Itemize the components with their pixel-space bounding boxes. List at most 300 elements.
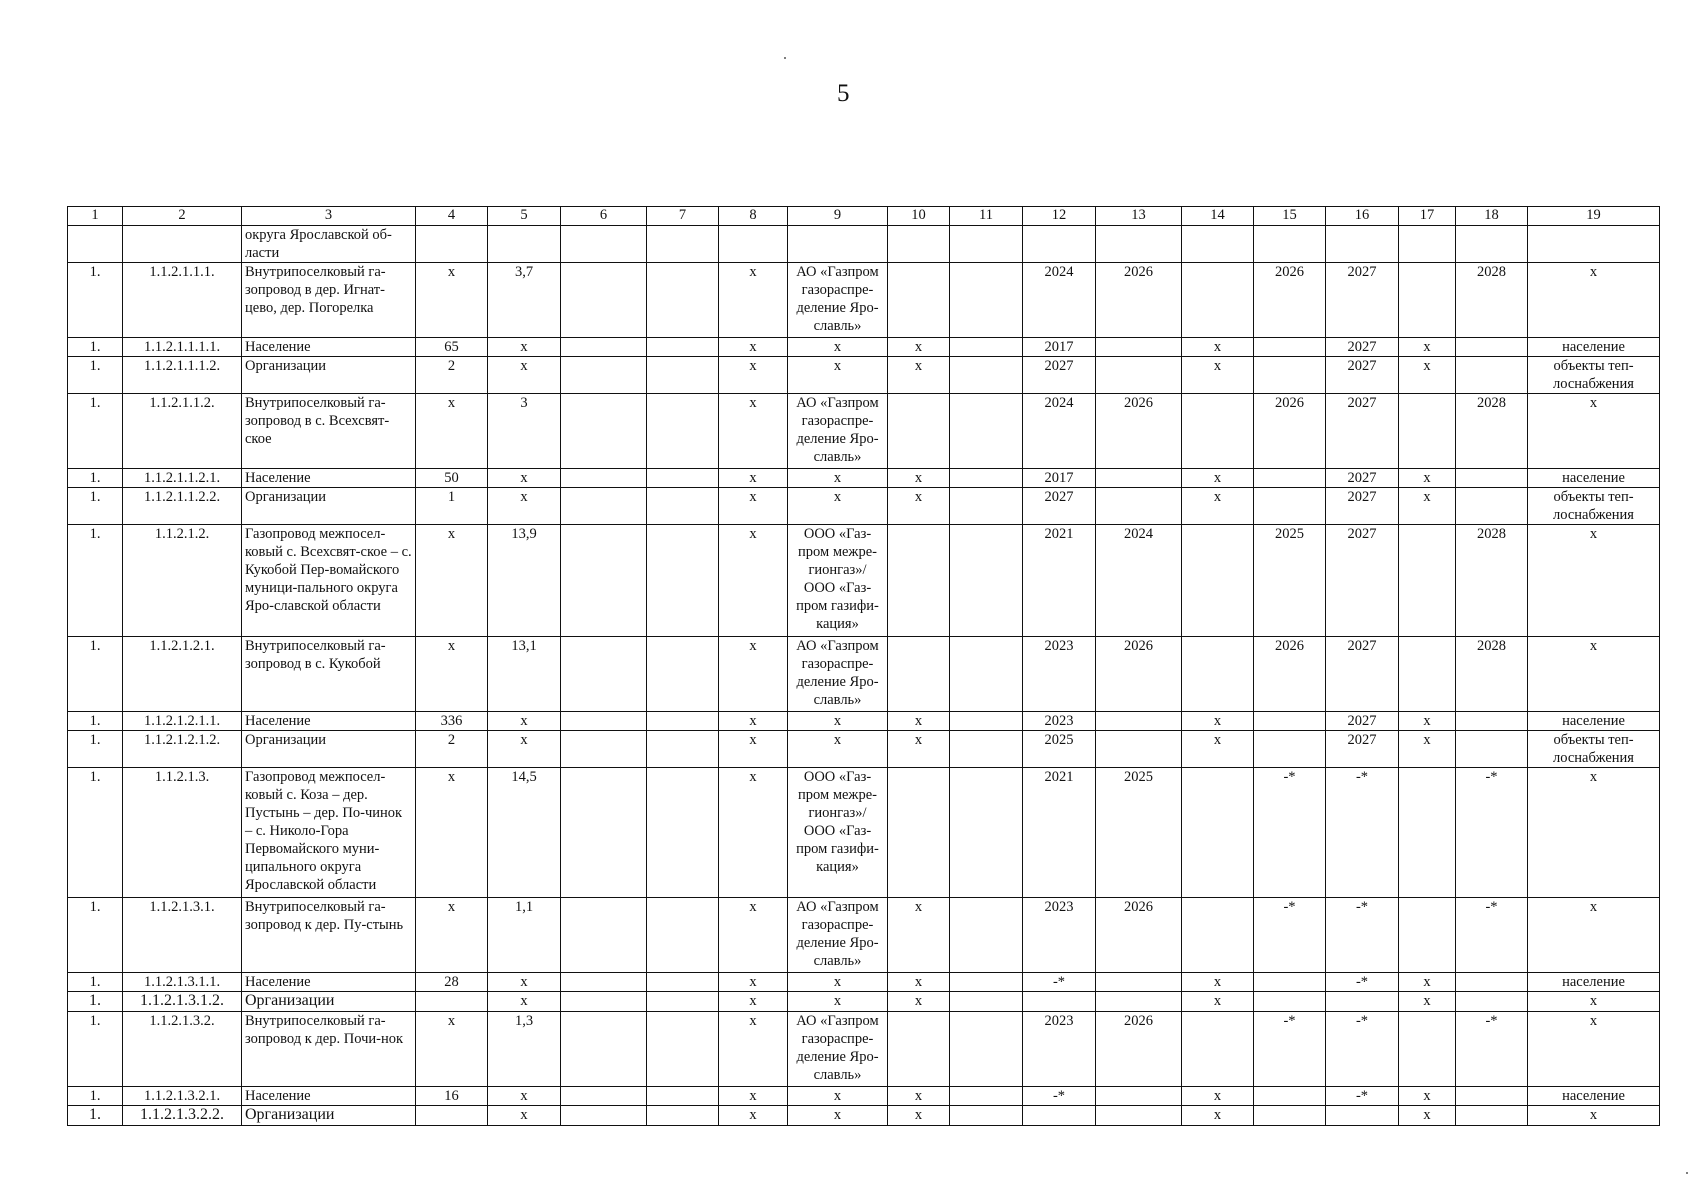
table-cell <box>647 226 719 263</box>
table-cell: х <box>719 973 788 992</box>
table-cell: х <box>488 338 561 357</box>
plan-table <box>67 206 1660 1126</box>
table-row <box>68 525 1660 637</box>
table-cell: х <box>888 357 950 394</box>
table-cell: 1. <box>68 1012 123 1087</box>
table-cell <box>1456 1087 1528 1106</box>
table-cell <box>1254 338 1326 357</box>
table-cell: Газопровод межпосел-ковый с. Коза – дер. Пустынь – дер. По-чинок – с. Николо-Гора Первомайского муни-ципального округа Ярославской области <box>242 768 416 898</box>
table-cell <box>888 768 950 898</box>
header-cell: 4 <box>416 207 488 226</box>
table-cell <box>888 394 950 469</box>
table-cell: х <box>719 992 788 1012</box>
table-cell: 2017 <box>1023 338 1096 357</box>
table-cell <box>416 226 488 263</box>
header-cell: 18 <box>1456 207 1528 226</box>
table-cell: 2023 <box>1023 898 1096 973</box>
table-cell <box>1096 1087 1182 1106</box>
table-cell: х <box>1399 488 1456 525</box>
table-cell <box>1456 469 1528 488</box>
table-cell <box>68 226 123 263</box>
table-cell: Организации <box>242 1106 416 1126</box>
table-cell: х <box>1399 469 1456 488</box>
table-cell: 1. <box>68 973 123 992</box>
table-cell: 1. <box>68 525 123 637</box>
table-cell: Население <box>242 712 416 731</box>
table-cell <box>888 226 950 263</box>
table-cell: 50 <box>416 469 488 488</box>
table-cell <box>1456 712 1528 731</box>
table-cell <box>1096 973 1182 992</box>
table-cell: 2024 <box>1023 394 1096 469</box>
table-cell <box>647 768 719 898</box>
table-cell <box>950 1106 1023 1126</box>
table-cell: х <box>1528 992 1660 1012</box>
table-cell <box>561 338 647 357</box>
table-cell <box>1326 226 1399 263</box>
table-cell <box>1399 1012 1456 1087</box>
table-cell <box>1096 226 1182 263</box>
header-cell: 13 <box>1096 207 1182 226</box>
table-cell: х <box>1399 712 1456 731</box>
table-cell: х <box>416 898 488 973</box>
table-cell: Газопровод межпосел-ковый с. Всехсвят-ское – с. Кукобой Пер-вомайского муници-пального округа Яро-славской области <box>242 525 416 637</box>
table-cell <box>1399 637 1456 712</box>
table-cell <box>950 357 1023 394</box>
header-cell: 14 <box>1182 207 1254 226</box>
table-cell <box>1326 992 1399 1012</box>
table-cell <box>950 469 1023 488</box>
table-cell: 2026 <box>1096 898 1182 973</box>
table-cell: 2025 <box>1023 731 1096 768</box>
table-cell <box>1399 898 1456 973</box>
table-row <box>68 973 1660 992</box>
table-cell <box>1254 992 1326 1012</box>
table-cell <box>561 637 647 712</box>
table-cell <box>950 768 1023 898</box>
table-cell: х <box>888 338 950 357</box>
table-cell: Внутрипоселковый га-зопровод к дер. Почи-нок <box>242 1012 416 1087</box>
table-cell: Внутрипоселковый га-зопровод в с. Всехсвят-ское <box>242 394 416 469</box>
table-cell: х <box>416 637 488 712</box>
table-cell: -* <box>1456 768 1528 898</box>
table-cell: х <box>1182 1087 1254 1106</box>
table-cell <box>950 1087 1023 1106</box>
table-cell: 2027 <box>1023 488 1096 525</box>
table-cell <box>647 731 719 768</box>
table-cell <box>647 488 719 525</box>
table-cell: -* <box>1326 1012 1399 1087</box>
table-row <box>68 488 1660 525</box>
table-cell: 2025 <box>1096 768 1182 898</box>
table-cell: население <box>1528 973 1660 992</box>
table-cell <box>950 898 1023 973</box>
table-cell: 1. <box>68 263 123 338</box>
table-cell <box>1456 357 1528 394</box>
table-cell: х <box>1399 1087 1456 1106</box>
table-cell <box>950 525 1023 637</box>
table-cell: х <box>1399 1106 1456 1126</box>
table-cell <box>561 226 647 263</box>
table-row <box>68 1106 1660 1126</box>
table-cell: х <box>888 731 950 768</box>
table-cell: х <box>1182 488 1254 525</box>
table-cell <box>1254 731 1326 768</box>
table-cell: х <box>1182 712 1254 731</box>
table-cell: 1. <box>68 992 123 1012</box>
table-cell: население <box>1528 712 1660 731</box>
table-cell: 2028 <box>1456 637 1528 712</box>
table-cell: х <box>1182 469 1254 488</box>
table-cell: х <box>788 1106 888 1126</box>
table-cell: 1.1.2.1.1.1.1. <box>123 338 242 357</box>
table-cell <box>123 226 242 263</box>
table-cell: -* <box>1456 1012 1528 1087</box>
table-cell: 1.1.2.1.3.2.2. <box>123 1106 242 1126</box>
table-cell: х <box>1399 973 1456 992</box>
table-cell <box>950 992 1023 1012</box>
table-cell: население <box>1528 338 1660 357</box>
table-cell <box>647 637 719 712</box>
table-cell: х <box>788 992 888 1012</box>
table-cell <box>888 637 950 712</box>
table-header <box>68 207 1660 226</box>
table-cell: х <box>416 1012 488 1087</box>
table-cell: х <box>1528 898 1660 973</box>
table-cell: 2023 <box>1023 637 1096 712</box>
table-cell: 2027 <box>1326 488 1399 525</box>
table-cell: 2 <box>416 357 488 394</box>
table-cell <box>1023 992 1096 1012</box>
table-cell: Население <box>242 973 416 992</box>
table-cell: -* <box>1254 898 1326 973</box>
table-cell: х <box>888 992 950 1012</box>
table-cell: ООО «Газ-пром межре-гионгаз»/ ООО «Газ-пром газифи-кация» <box>788 768 888 898</box>
table-cell <box>561 1087 647 1106</box>
table-cell <box>561 469 647 488</box>
table-cell <box>647 973 719 992</box>
table-cell: 1. <box>68 338 123 357</box>
table-cell: х <box>1528 637 1660 712</box>
table-cell: 1. <box>68 898 123 973</box>
table-cell: 2026 <box>1254 394 1326 469</box>
table-row <box>68 469 1660 488</box>
table-cell: 1. <box>68 768 123 898</box>
table-cell <box>950 1012 1023 1087</box>
table-cell: 1.1.2.1.3. <box>123 768 242 898</box>
table-cell <box>1326 1106 1399 1126</box>
table-cell: 1. <box>68 1106 123 1126</box>
table-cell <box>647 338 719 357</box>
table-cell <box>416 1106 488 1126</box>
table-cell: х <box>719 263 788 338</box>
table-cell: х <box>416 768 488 898</box>
table-cell: 1.1.2.1.1.2.2. <box>123 488 242 525</box>
table-cell <box>561 525 647 637</box>
table-cell: 2027 <box>1326 338 1399 357</box>
table-cell: х <box>1528 525 1660 637</box>
table-cell <box>950 637 1023 712</box>
table-cell <box>950 712 1023 731</box>
table-cell: 2024 <box>1023 263 1096 338</box>
table-cell: 2027 <box>1326 525 1399 637</box>
table-cell: х <box>719 488 788 525</box>
table-cell: х <box>1182 973 1254 992</box>
table-cell <box>647 1012 719 1087</box>
table-cell <box>561 712 647 731</box>
table-cell: АО «Газпром газораспре-деление Яро-славль» <box>788 898 888 973</box>
table-cell: 1.1.2.1.1.1.2. <box>123 357 242 394</box>
header-cell: 17 <box>1399 207 1456 226</box>
table-cell: х <box>1182 1106 1254 1126</box>
table-cell: 1.1.2.1.3.1.1. <box>123 973 242 992</box>
table-row <box>68 394 1660 469</box>
table-cell: 1.1.2.1.3.1. <box>123 898 242 973</box>
table-cell: 2023 <box>1023 712 1096 731</box>
table-cell <box>1456 992 1528 1012</box>
table-cell: 2027 <box>1023 357 1096 394</box>
table-cell: -* <box>1326 898 1399 973</box>
table-cell <box>1456 731 1528 768</box>
table-cell: х <box>788 338 888 357</box>
table-cell <box>1182 394 1254 469</box>
table-cell: 13,1 <box>488 637 561 712</box>
table-cell: х <box>719 1106 788 1126</box>
table-cell: 2027 <box>1326 394 1399 469</box>
table-cell <box>1456 1106 1528 1126</box>
table-cell: Организации <box>242 731 416 768</box>
table-cell <box>647 469 719 488</box>
table-cell: 1,1 <box>488 898 561 973</box>
table-cell <box>647 992 719 1012</box>
table-cell <box>1254 1106 1326 1126</box>
table-cell: 2026 <box>1254 263 1326 338</box>
table-cell: 2028 <box>1456 525 1528 637</box>
table-cell: х <box>888 712 950 731</box>
table-cell: х <box>488 357 561 394</box>
table-cell: 1.1.2.1.2.1.1. <box>123 712 242 731</box>
header-cell: 2 <box>123 207 242 226</box>
table-cell <box>561 973 647 992</box>
table-cell <box>647 263 719 338</box>
table-cell: 2025 <box>1254 525 1326 637</box>
table-cell: Внутрипоселковый га-зопровод в с. Кукобой <box>242 637 416 712</box>
table-cell: округа Ярославской об-ласти <box>242 226 416 263</box>
table-cell: -* <box>1456 898 1528 973</box>
table-cell: 1. <box>68 637 123 712</box>
table-row <box>68 357 1660 394</box>
table-row <box>68 768 1660 898</box>
table-cell: х <box>719 357 788 394</box>
table-cell <box>1254 488 1326 525</box>
table-cell: население <box>1528 1087 1660 1106</box>
table-cell: 2026 <box>1096 394 1182 469</box>
table-cell <box>561 1106 647 1126</box>
table-cell: население <box>1528 469 1660 488</box>
table-cell: х <box>719 338 788 357</box>
table-cell <box>647 525 719 637</box>
table-cell <box>1023 226 1096 263</box>
table-cell: х <box>1182 992 1254 1012</box>
table-cell <box>888 263 950 338</box>
table-cell: х <box>788 469 888 488</box>
table-cell: х <box>788 712 888 731</box>
table-row <box>68 898 1660 973</box>
table-cell: х <box>488 488 561 525</box>
table-cell: х <box>719 1087 788 1106</box>
table-cell <box>1096 712 1182 731</box>
table-cell: Население <box>242 1087 416 1106</box>
table-cell <box>1096 357 1182 394</box>
table-cell: 65 <box>416 338 488 357</box>
table-cell: Население <box>242 338 416 357</box>
table-cell: 1. <box>68 488 123 525</box>
table-cell <box>647 712 719 731</box>
table-cell: -* <box>1326 973 1399 992</box>
table-cell: Организации <box>242 488 416 525</box>
table-cell: х <box>488 992 561 1012</box>
table-cell <box>788 226 888 263</box>
table-cell: 2023 <box>1023 1012 1096 1087</box>
table-cell <box>1456 338 1528 357</box>
table-cell <box>1096 338 1182 357</box>
table-cell: 2028 <box>1456 394 1528 469</box>
table-cell: 1.1.2.1.2.1.2. <box>123 731 242 768</box>
table-cell: 2027 <box>1326 712 1399 731</box>
table-cell: -* <box>1254 1012 1326 1087</box>
table-cell <box>647 1087 719 1106</box>
table-cell: 2026 <box>1096 1012 1182 1087</box>
header-cell: 3 <box>242 207 416 226</box>
table-cell: х <box>416 263 488 338</box>
header-cell: 10 <box>888 207 950 226</box>
table-row <box>68 992 1660 1012</box>
table-cell: 1 <box>416 488 488 525</box>
table-cell: -* <box>1023 1087 1096 1106</box>
table-cell <box>647 394 719 469</box>
table-cell: 1,3 <box>488 1012 561 1087</box>
table-cell: объекты теп-лоснабжения <box>1528 357 1660 394</box>
table-cell: 1. <box>68 357 123 394</box>
table-cell <box>1254 357 1326 394</box>
table-cell <box>1456 488 1528 525</box>
table-cell: 1. <box>68 712 123 731</box>
table-cell: Организации <box>242 992 416 1012</box>
table-row <box>68 637 1660 712</box>
table-cell <box>561 263 647 338</box>
header-cell: 7 <box>647 207 719 226</box>
table-cell <box>950 226 1023 263</box>
table-cell <box>1182 637 1254 712</box>
table-cell: 1. <box>68 731 123 768</box>
table-cell: х <box>1528 394 1660 469</box>
table-cell: 2027 <box>1326 469 1399 488</box>
table-cell <box>950 488 1023 525</box>
table-cell <box>561 488 647 525</box>
table-cell <box>1399 768 1456 898</box>
table-cell: 2021 <box>1023 768 1096 898</box>
table-cell: х <box>488 712 561 731</box>
table-cell <box>561 394 647 469</box>
table-cell <box>1182 898 1254 973</box>
table-cell: х <box>788 973 888 992</box>
table-cell: Организации <box>242 357 416 394</box>
table-row <box>68 1012 1660 1087</box>
table-cell: х <box>719 394 788 469</box>
table-cell: х <box>719 1012 788 1087</box>
table-cell: 14,5 <box>488 768 561 898</box>
table-cell: 2027 <box>1326 263 1399 338</box>
table-cell <box>1182 1012 1254 1087</box>
table-cell <box>1399 263 1456 338</box>
table-cell <box>488 226 561 263</box>
table-cell: х <box>1182 338 1254 357</box>
table-cell <box>1096 992 1182 1012</box>
header-cell: 8 <box>719 207 788 226</box>
table-cell <box>1096 488 1182 525</box>
header-cell: 1 <box>68 207 123 226</box>
table-cell <box>950 394 1023 469</box>
table-cell: 1. <box>68 1087 123 1106</box>
table-cell <box>561 357 647 394</box>
table-cell: -* <box>1023 973 1096 992</box>
table-cell: х <box>719 898 788 973</box>
table-cell <box>950 338 1023 357</box>
table-cell: х <box>1528 263 1660 338</box>
header-cell: 11 <box>950 207 1023 226</box>
table-cell: 2024 <box>1096 525 1182 637</box>
table-cell: 336 <box>416 712 488 731</box>
table-cell: х <box>788 357 888 394</box>
table-cell: 2027 <box>1326 357 1399 394</box>
table-cell <box>1254 469 1326 488</box>
table-cell: х <box>788 488 888 525</box>
table-cell: 1.1.2.1.3.1.2. <box>123 992 242 1012</box>
table-cell: х <box>1399 338 1456 357</box>
table-cell <box>561 992 647 1012</box>
page-number: 5 <box>837 80 850 107</box>
table-cell: 1.1.2.1.2. <box>123 525 242 637</box>
table-cell: х <box>1528 1106 1660 1126</box>
table-cell: х <box>488 1106 561 1126</box>
table-cell: 1.1.2.1.3.2.1. <box>123 1087 242 1106</box>
table-cell <box>719 226 788 263</box>
table-cell: х <box>719 525 788 637</box>
table-cell: 1.1.2.1.2.1. <box>123 637 242 712</box>
header-cell: 5 <box>488 207 561 226</box>
table-cell <box>647 1106 719 1126</box>
table-cell <box>1254 712 1326 731</box>
table-cell: Население <box>242 469 416 488</box>
table-cell <box>1254 973 1326 992</box>
table-cell: х <box>888 469 950 488</box>
table-cell: х <box>488 1087 561 1106</box>
table-cell <box>1096 1106 1182 1126</box>
table-row <box>68 731 1660 768</box>
table-cell <box>561 1012 647 1087</box>
table-cell: -* <box>1326 1087 1399 1106</box>
table-cell <box>1254 1087 1326 1106</box>
table-cell <box>647 898 719 973</box>
table-cell: х <box>719 712 788 731</box>
table-cell: 2027 <box>1326 637 1399 712</box>
header-cell: 6 <box>561 207 647 226</box>
table-cell: АО «Газпром газораспре-деление Яро-славль» <box>788 1012 888 1087</box>
table-cell <box>1182 768 1254 898</box>
table-cell <box>950 973 1023 992</box>
table-row <box>68 712 1660 731</box>
table-cell: 2 <box>416 731 488 768</box>
